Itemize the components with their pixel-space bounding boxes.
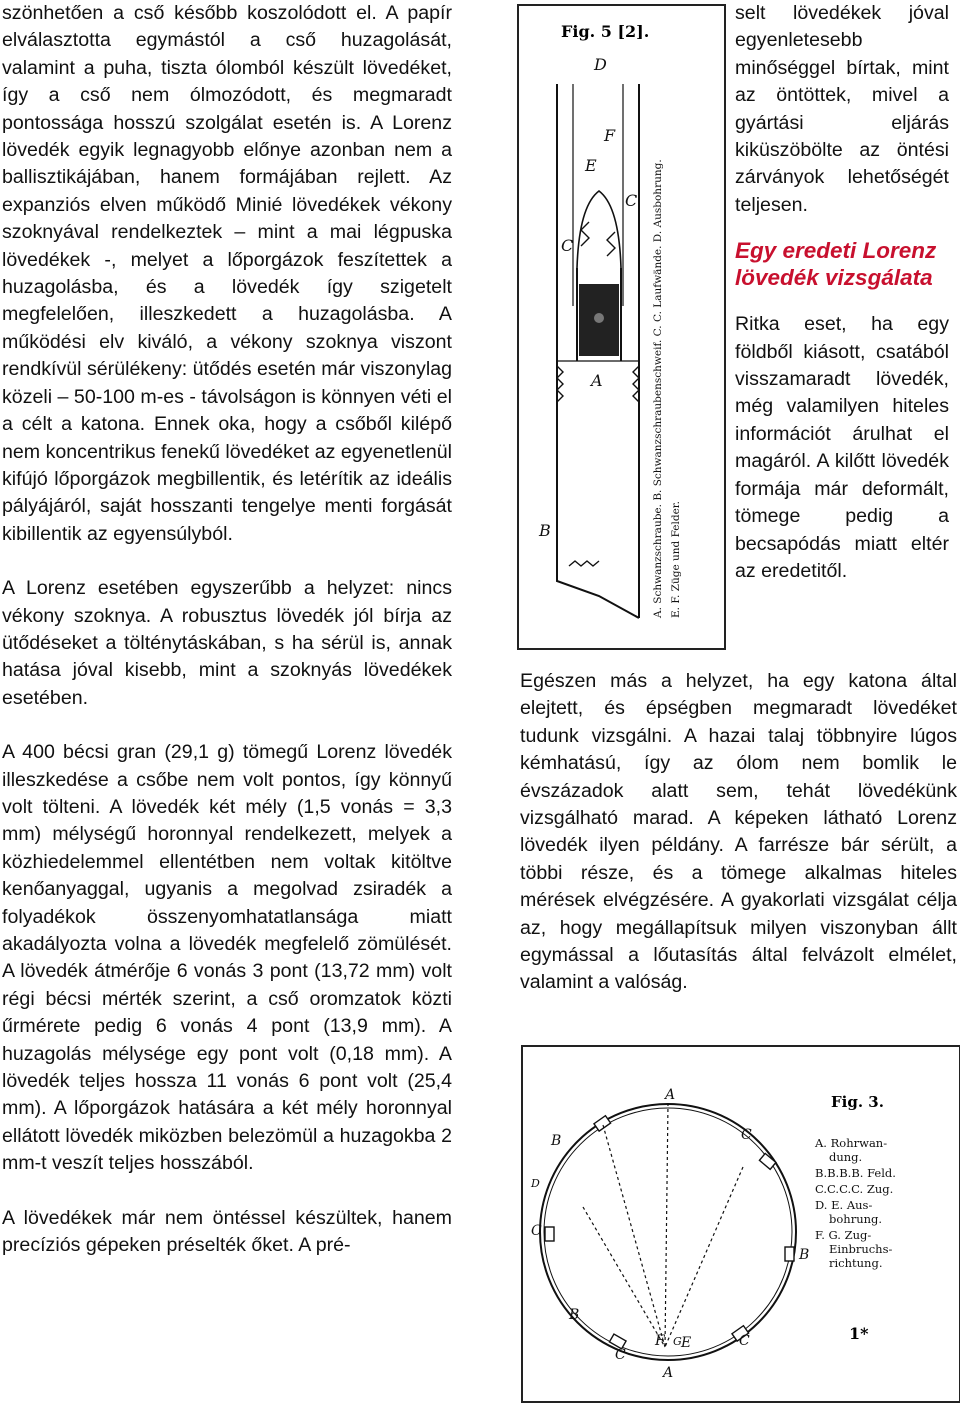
figure-3-svg (523, 1047, 959, 1401)
figure-3-label-b-2: B (799, 1247, 810, 1263)
figure-3-label-c-2: C (531, 1223, 542, 1239)
figure-5-label-e: E (585, 156, 597, 175)
figure-3-label-g: G (673, 1335, 682, 1348)
figure-5-label-a: A (591, 371, 603, 390)
right-bottom-paragraph: Egészen más a helyzet, ha egy katona által elejtett, és épségben megmaradt lövedéket tudunk vizsgálni. A hazai talaj többnyire lúgos kémhatású, így az ólom nem bomlik le évszázadok alatt sem, tehát lövedékünk vizsgálható marad. A képeken látható Lorenz lövedék ilyen példány. A farrésze bár sérült, a többi része, és a tömege alkalmas hiteles mérések elvégzésére. A gyakorlati vizsgálat célja az, hogy megállapítsuk milyen viszonyban állt egymással a lőutasítás által felvázolt elmélet, valamint a valóság. (520, 670, 957, 994)
figure-5-caption-2: E. F. Züge und Felder. (670, 500, 682, 618)
figure-5-svg (519, 6, 724, 648)
figure-3-legend-7: F. G. Zug- (815, 1228, 872, 1242)
left-paragraph-4: A lövedékek már nem öntéssel készültek, hanem precíziós gépeken préselték őket. A pré- (2, 1206, 452, 1257)
figure-5-title: Fig. 5 [2]. (561, 22, 650, 41)
figure-3-title: Fig. 3. (831, 1093, 884, 1111)
section-subheading: Egy eredeti Lorenz lövedék vizsgálata (735, 238, 937, 291)
figure-3-label-a-top: A (665, 1087, 676, 1103)
figure-5-label-b: B (539, 521, 551, 540)
figure-3-legend-5: D. E. Aus- (815, 1198, 873, 1212)
figure-5-label-f: F (604, 126, 616, 145)
figure-3-legend-1: A. Rohrwan- (815, 1136, 888, 1150)
figure-3-label-c-4: C (739, 1333, 750, 1349)
figure-5-label-c-left: C (561, 236, 574, 255)
figure-3-legend-9: richtung. (829, 1256, 883, 1270)
figure-3-legend-3: B.B.B.B. Feld. (815, 1166, 896, 1180)
left-paragraph-3: A 400 bécsi gran (29,1 g) tömegű Lorenz lövedék illeszkedése a csőbe nem volt pontos, így könnyű volt tölteni. A lövedék két mély (1,5 vonás = 3,3 mm) mélységű horonnyal rendelkezett, melyek a közhiedelemmel ellentétben nem voltak kitöltve kenőanyaggal, ugyanis a megolvad zsiradék a folyadékok összenyomhatatlansága miatt akadályozta volna a lövedék megfelelő zömülését. A lövedék átmérője 6 vonás 3 pont (13,72 mm) volt régi bécsi mérték szerint, a cső oromzatok közti űrmérete pedig 6 vonás 4 pont (13,9 mm). A huzagolás mélysége egy pont volt (0,18 mm). A lövedék teljes hossza 11 vonás 6 pont volt (25,4 mm). A lőporgázok hatására a két mély horonnyal ellátott lövedék miközben belezömül a huzagokba 2 mm-t veszít teljes hosszából. (2, 741, 452, 1175)
figure-5-label-d: D (594, 55, 607, 74)
figure-3-label-b-1: B (551, 1133, 562, 1149)
figure-3-label-d: D (531, 1177, 540, 1190)
right-top-paragraph: selt lövedékek jóval egyenletesebb minőséggel bírtak, mint az öntöttek, mivel a gyártási eljárás kiküszöbölte az öntési zárványok lehetőségét teljesen. (735, 2, 949, 216)
figure-3-label-c-1: C (741, 1127, 752, 1143)
figure-3-label-b-3: B (569, 1307, 580, 1323)
right-column-top (735, 0, 949, 585)
figure-3-cross-section (521, 1045, 960, 1403)
figure-3-label-c-3: C (615, 1347, 626, 1363)
figure-3-label-f: F (655, 1333, 665, 1349)
figure-3-label-a-bottom: A (663, 1365, 674, 1381)
figure-3-legend-8: Einbruchs- (829, 1242, 893, 1256)
figure-5-caption-1: A. Schwanzschraube. B. Schwanzschraubenschweif. C. C. Laufwände. D. Ausbohrung. (652, 159, 664, 618)
left-paragraph-2: A Lorenz esetében egyszerűbb a helyzet: nincs vékony szoknya. A robusztus lövedék jól bírja az ütődéseket a tölténytáskában, s ha sérül is, annak hatása jóval kisebb, mint a szoknyás lövedékek esetében. (2, 577, 452, 709)
right-top-paragraph-2: Ritka eset, ha egy földből kiásott, csatából visszamaradt lövedék, még valamilyen hiteles információt árulhat el magáról. A kilőtt lövedék formája már deformált, tömege pedig a becsapódás miatt eltér az eredetitől. (735, 313, 949, 582)
right-column-bottom (520, 668, 957, 997)
figure-5-bullet-diagram (517, 4, 726, 650)
figure-3-label-e: E (681, 1335, 692, 1351)
figure-3-legend-6: bohrung. (829, 1212, 883, 1226)
figure-5-label-c-right: C (625, 191, 638, 210)
figure-3-number: 1* (849, 1324, 869, 1343)
figure-3-legend-4: C.C.C.C. Zug. (815, 1182, 894, 1196)
figure-3-legend-2: dung. (829, 1150, 863, 1164)
left-column (2, 0, 452, 1259)
figure-3-legend (814, 1136, 896, 1270)
left-paragraph-1: szönhetően a cső később koszolódott el. A papír elválasztotta egymástól a cső huzagolását, valamint a puha, tiszta ólomból készült lövedéket, így a cső nem ólmozódott, és megmaradt pontossága hosszú szolgálat esetén is. A Lorenz lövedék egyik legnagyobb előnye azonban nem a ballisztikájában, hanem formájában rejlett. Az expanziós elven működő Minié lövedékek vékony szoknyával rendelkeztek – mint a mai légpuska lövedékek -, melyet a lőporgázok feszítettek a huzagolásba, és a lövedék így szigetelt megfelelően, illeszkedett a huzagolásba. A működési elv kiváló, a vékony szoknya viszont rendkívül sérülékeny: ütődés esetén már viszonylag közeli – 50-100 m-es - távolságon is könnyen véti el a célt a katona. Ennek oka, hogy a csőből kilépő nem koncentrikus fenekű lövedéket az egyenetlenül kifújó lőporgázok megbillentik, és letérítik az ideális pályájáról, saját hosszanti tengelye menti forgását kibillentik az egyensúlyból. (2, 2, 452, 545)
